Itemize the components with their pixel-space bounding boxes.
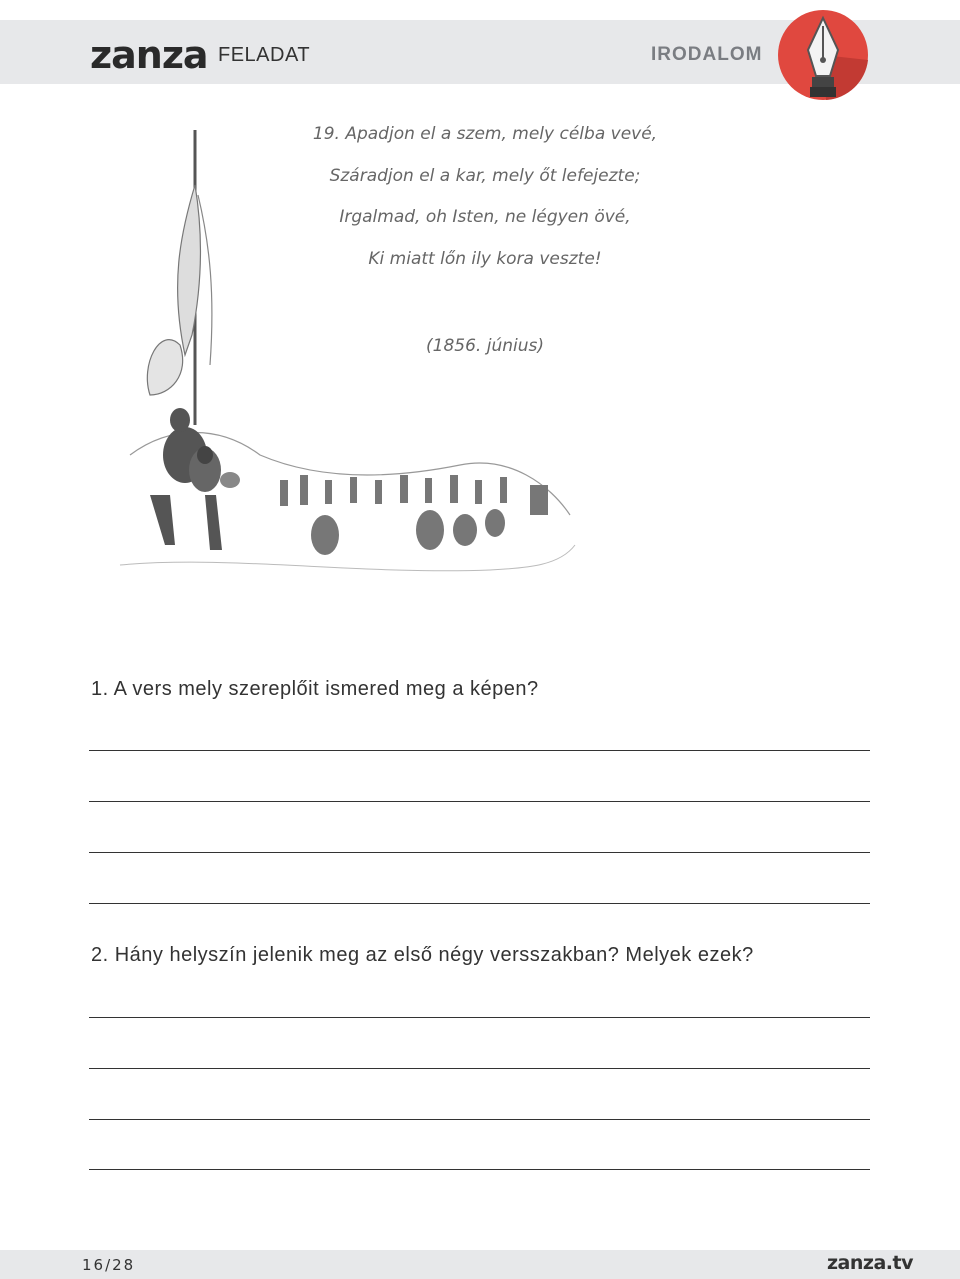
answer-line-2-3[interactable] — [89, 1119, 870, 1120]
answer-line-1-1[interactable] — [89, 750, 870, 751]
pen-hole — [820, 57, 826, 63]
answer-line-2-4[interactable] — [89, 1169, 870, 1170]
zanza-logo: zanza — [90, 33, 208, 77]
fountain-pen-icon — [776, 8, 870, 102]
answer-line-1-4[interactable] — [89, 903, 870, 904]
answer-line-1-3[interactable] — [89, 852, 870, 853]
poem-line: Száradjon el a kar, mely őt lefejezte; — [329, 165, 641, 186]
question-2: 2. Hány helyszín jelenik meg az első négy versszakban? Melyek ezek? — [91, 944, 754, 966]
subject-label: IRODALOM — [651, 44, 763, 65]
question-1: 1. A vers mely szereplőit ismered meg a képen? — [91, 678, 539, 700]
poem-date: (1856. június) — [426, 336, 544, 356]
poem-line: 19. Apadjon el a szem, mely célba vevé, — [312, 124, 658, 144]
pen-body — [810, 87, 836, 97]
poem-stanza — [300, 118, 670, 284]
footer-logo: zanza.tv — [827, 1252, 913, 1274]
page-number: 16/28 — [82, 1256, 136, 1274]
answer-line-2-2[interactable] — [89, 1068, 870, 1069]
poem-line: Irgalmad, oh Isten, ne légyen övé, — [339, 207, 631, 227]
footer-bar — [0, 1250, 960, 1279]
answer-line-1-2[interactable] — [89, 801, 870, 802]
logo-subtitle: FELADAT — [218, 44, 311, 66]
pen-grip — [812, 77, 834, 87]
poem-line: Ki miatt lőn ily kora veszte! — [368, 248, 602, 269]
answer-line-2-1[interactable] — [89, 1017, 870, 1018]
